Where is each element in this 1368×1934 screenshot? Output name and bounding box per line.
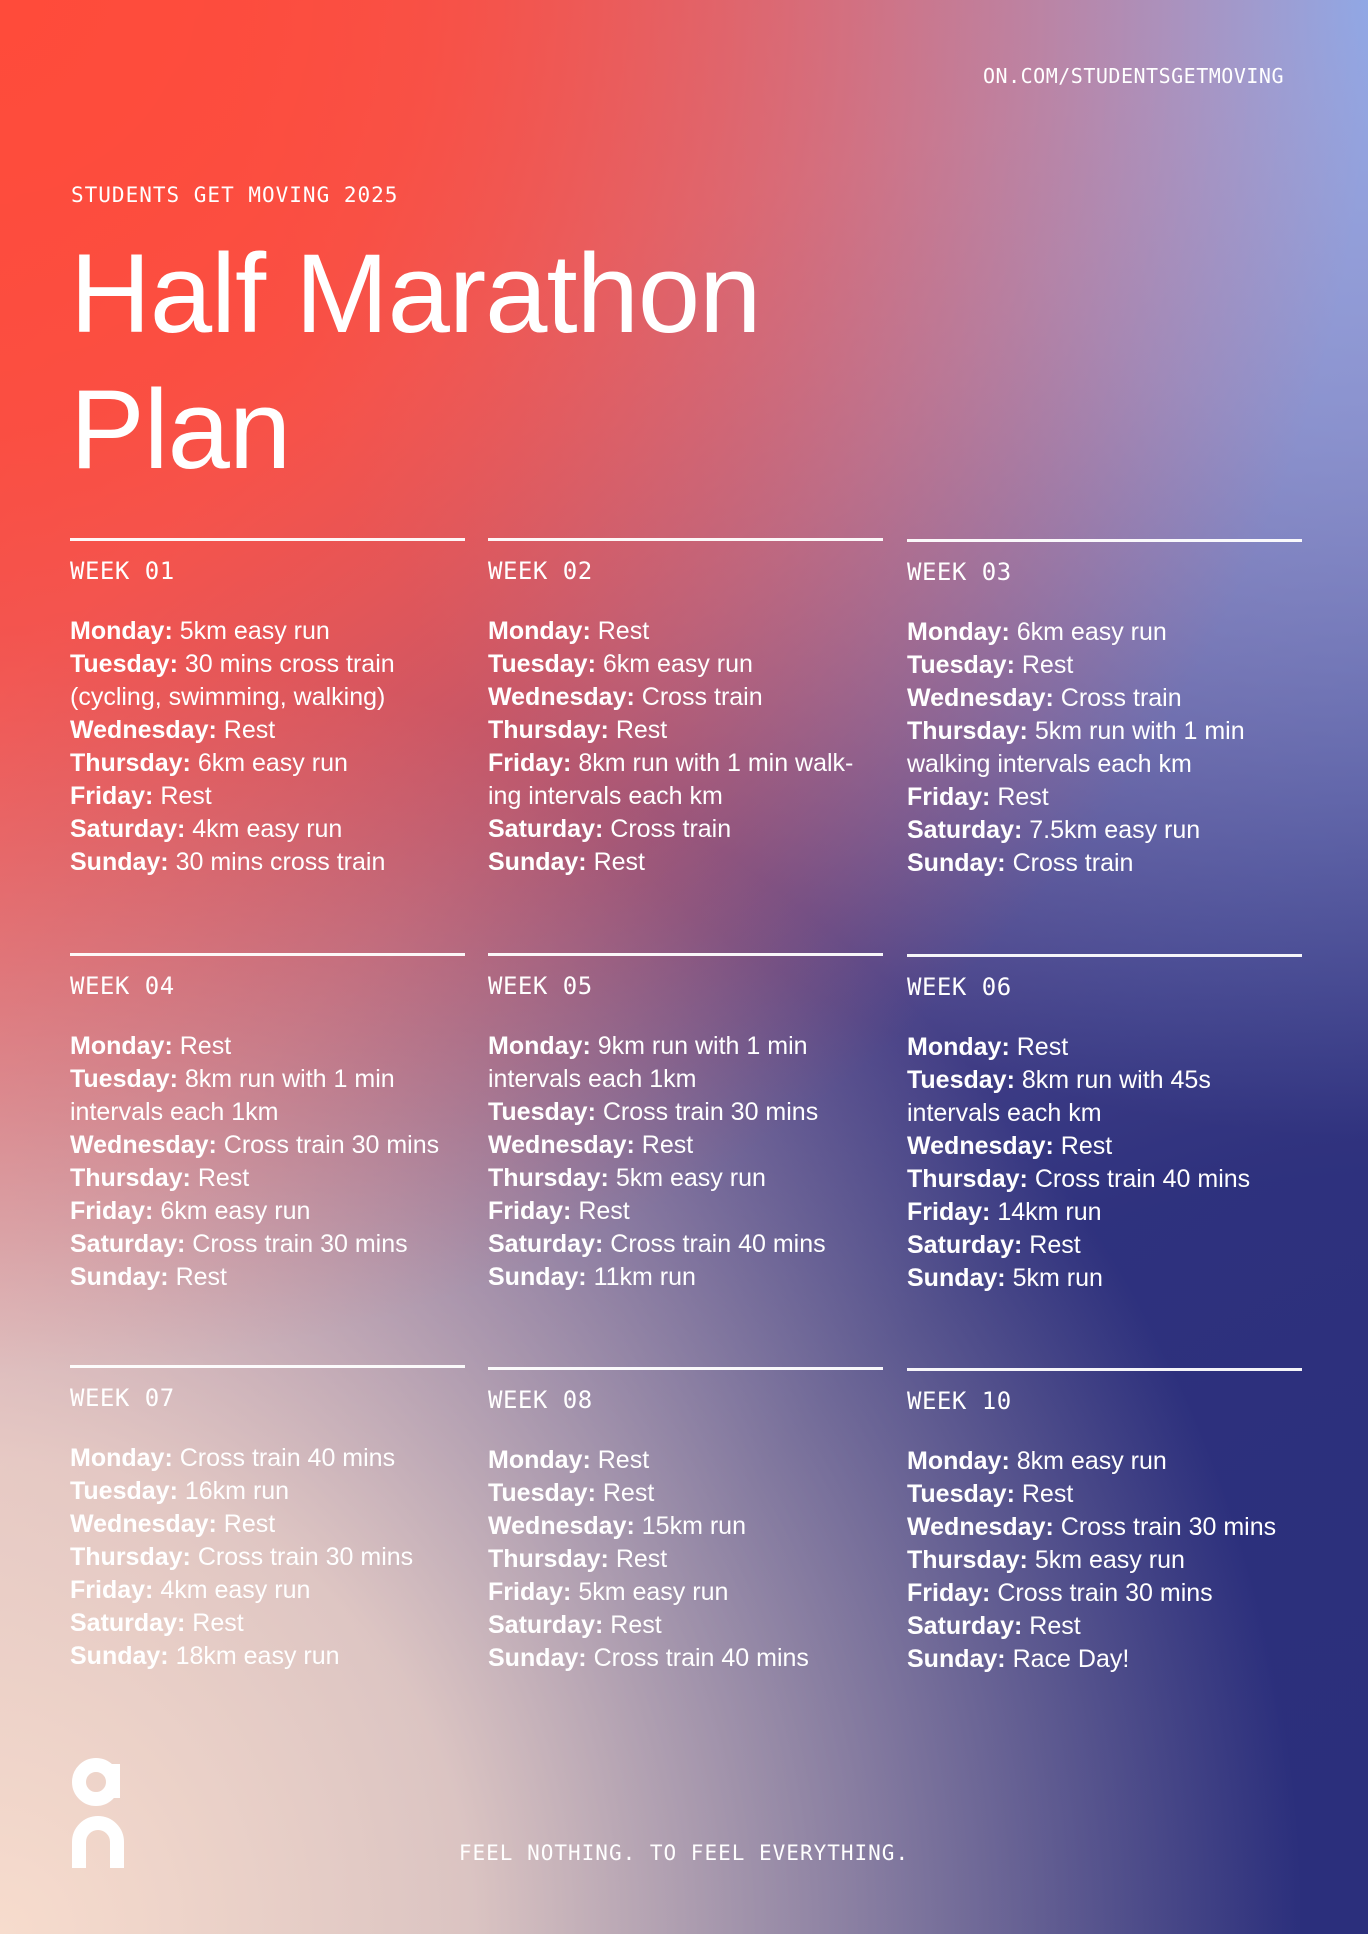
day-activity: 8km run with 1 min walk-ing intervals each km [488, 749, 854, 810]
day-name: Friday: [70, 782, 154, 810]
day-entry [70, 714, 465, 747]
day-name: Wednesday: [70, 1510, 217, 1538]
day-activity: 30 mins cross train (cycling, swimming, walking) [70, 650, 395, 711]
day-name: Tuesday: [907, 651, 1015, 679]
day-activity: Cross train 30 mins [197, 1543, 414, 1571]
day-activity: Rest [223, 1510, 276, 1538]
day-entry [907, 1130, 1302, 1163]
week-block [488, 538, 883, 879]
day-activity: 8km run with 45s intervals each km [907, 1066, 1211, 1127]
day-name: Friday: [488, 749, 572, 777]
day-entry [488, 615, 883, 648]
day-activity: 5km run with 1 min walking intervals each km [907, 717, 1245, 778]
day-activity: Rest [160, 782, 212, 810]
day-entry [488, 1261, 883, 1294]
day-name: Saturday: [488, 1230, 604, 1258]
day-activity: Race Day! [1012, 1645, 1130, 1673]
day-activity: 8km run with 1 min intervals each 1km [70, 1065, 395, 1126]
day-entry [907, 814, 1302, 847]
day-entry [70, 780, 465, 813]
day-activity: Cross train [610, 815, 732, 843]
day-entry [70, 1261, 465, 1294]
day-activity: Rest [597, 1446, 650, 1474]
day-name: Friday: [70, 1576, 154, 1604]
day-entry [488, 648, 883, 681]
day-activity: Cross train 40 mins [1034, 1165, 1251, 1193]
day-activity: 5km easy run [1034, 1546, 1185, 1574]
day-entry [488, 846, 883, 879]
day-entry [907, 1577, 1302, 1610]
day-activity: Cross train 30 mins [997, 1579, 1213, 1607]
day-activity: 5km easy run [578, 1578, 729, 1606]
day-name: Sunday: [70, 1263, 169, 1291]
day-activity: Cross train 40 mins [593, 1644, 809, 1672]
day-name: Friday: [488, 1578, 572, 1606]
day-name: Saturday: [70, 1609, 186, 1637]
day-activity: Rest [597, 617, 650, 645]
day-activity: Rest [615, 1545, 668, 1573]
week-block [70, 1365, 465, 1673]
week-label: WEEK 10 [907, 1387, 1012, 1415]
day-activity: 14km run [997, 1198, 1102, 1226]
day-entry [70, 1063, 465, 1129]
day-name: Saturday: [907, 816, 1023, 844]
day-name: Saturday: [907, 1612, 1023, 1640]
day-activity: Rest [578, 1197, 630, 1225]
day-name: Monday: [488, 1446, 591, 1474]
day-activity: Rest [641, 1131, 694, 1159]
day-entry [70, 1508, 465, 1541]
week-label: WEEK 03 [907, 558, 1012, 586]
day-entry [488, 681, 883, 714]
day-entry [488, 1195, 883, 1228]
day-activity: 11km run [593, 1263, 696, 1291]
day-entry [488, 1477, 883, 1510]
day-entry [488, 813, 883, 846]
day-name: Saturday: [70, 1230, 186, 1258]
day-activity: Rest [602, 1479, 655, 1507]
day-entry [488, 1228, 883, 1261]
day-name: Thursday: [907, 717, 1028, 745]
day-activity: Cross train 40 mins [610, 1230, 826, 1258]
day-entry [488, 1576, 883, 1609]
day-name: Monday: [70, 1032, 173, 1060]
day-entry [70, 1475, 465, 1508]
day-entry [70, 1162, 465, 1195]
day-activity: 5km run [1012, 1264, 1103, 1292]
week-label: WEEK 05 [488, 972, 593, 1000]
day-entry [70, 747, 465, 780]
day-activity: Rest [1060, 1132, 1113, 1160]
day-entry [70, 1541, 465, 1574]
day-activity: Rest [223, 716, 276, 744]
day-name: Monday: [907, 618, 1010, 646]
day-name: Wednesday: [488, 683, 635, 711]
day-name: Saturday: [907, 1231, 1023, 1259]
day-name: Friday: [907, 783, 991, 811]
day-activity: 5km easy run [179, 617, 330, 645]
title-line-2: Plan [70, 367, 291, 492]
day-entry [70, 1640, 465, 1673]
day-entry [488, 1129, 883, 1162]
week-label: WEEK 06 [907, 973, 1012, 1001]
day-name: Tuesday: [907, 1066, 1015, 1094]
day-entry [907, 1229, 1302, 1262]
week-label: WEEK 07 [70, 1384, 175, 1412]
day-name: Friday: [907, 1579, 991, 1607]
day-name: Tuesday: [70, 650, 178, 678]
day-activity: Cross train 40 mins [179, 1444, 396, 1472]
day-activity: 6km easy run [160, 1197, 311, 1225]
day-name: Saturday: [70, 815, 186, 843]
day-name: Thursday: [907, 1165, 1028, 1193]
week-block [907, 954, 1302, 1295]
day-activity: Rest [175, 1263, 227, 1291]
day-name: Sunday: [907, 1645, 1006, 1673]
day-activity: 15km run [641, 1512, 746, 1540]
day-name: Monday: [488, 1032, 591, 1060]
day-name: Monday: [70, 617, 173, 645]
day-entry [907, 682, 1302, 715]
campaign-kicker: STUDENTS GET MOVING 2025 [71, 183, 399, 207]
day-name: Tuesday: [488, 650, 596, 678]
day-name: Sunday: [70, 1642, 169, 1670]
day-name: Thursday: [70, 749, 191, 777]
day-entry [907, 1196, 1302, 1229]
week-block [907, 1368, 1302, 1676]
day-entry [907, 715, 1302, 781]
day-activity: 4km easy run [160, 1576, 311, 1604]
title-line-1: Half Marathon [70, 231, 761, 356]
day-name: Sunday: [907, 1264, 1006, 1292]
day-entry [907, 1544, 1302, 1577]
day-entry [70, 615, 465, 648]
day-entry [70, 1030, 465, 1063]
day-entry [907, 1262, 1302, 1295]
week-block [907, 539, 1302, 880]
day-entry [488, 1609, 883, 1642]
day-entry [907, 1031, 1302, 1064]
day-name: Wednesday: [70, 716, 217, 744]
day-entry [488, 1444, 883, 1477]
day-name: Friday: [488, 1197, 572, 1225]
day-name: Monday: [488, 617, 591, 645]
week-block [70, 538, 465, 879]
day-entry [488, 1162, 883, 1195]
day-entry [70, 1442, 465, 1475]
day-activity: Cross train [1060, 684, 1182, 712]
day-entry [488, 714, 883, 747]
day-name: Wednesday: [488, 1131, 635, 1159]
day-activity: Rest [192, 1609, 244, 1637]
day-name: Thursday: [488, 1545, 609, 1573]
day-name: Monday: [907, 1033, 1010, 1061]
tagline: FEEL NOTHING. TO FEEL EVERYTHING. [458, 1841, 910, 1865]
day-entry [907, 1643, 1302, 1676]
day-activity: Cross train [641, 683, 763, 711]
week-block [488, 1367, 883, 1675]
day-activity: Rest [997, 783, 1049, 811]
day-entry [70, 1129, 465, 1162]
day-name: Sunday: [488, 1644, 587, 1672]
day-name: Thursday: [907, 1546, 1028, 1574]
day-name: Tuesday: [907, 1480, 1015, 1508]
day-entry [907, 1478, 1302, 1511]
day-name: Tuesday: [70, 1065, 178, 1093]
day-entry [70, 1195, 465, 1228]
day-activity: 6km easy run [1016, 618, 1167, 646]
day-name: Tuesday: [488, 1479, 596, 1507]
day-name: Wednesday: [907, 1513, 1054, 1541]
day-entry [70, 846, 465, 879]
week-label: WEEK 01 [70, 557, 175, 585]
day-name: Sunday: [488, 1263, 587, 1291]
week-label: WEEK 04 [70, 972, 175, 1000]
day-activity: Rest [179, 1032, 232, 1060]
day-activity: Rest [610, 1611, 662, 1639]
day-name: Thursday: [488, 716, 609, 744]
day-activity: 6km easy run [197, 749, 348, 777]
week-label: WEEK 08 [488, 1386, 593, 1414]
day-name: Wednesday: [907, 684, 1054, 712]
day-activity: 8km easy run [1016, 1447, 1167, 1475]
day-entry [70, 1607, 465, 1640]
day-entry [488, 1543, 883, 1576]
day-name: Sunday: [70, 848, 169, 876]
day-activity: Rest [197, 1164, 250, 1192]
day-name: Friday: [70, 1197, 154, 1225]
day-entry [488, 1096, 883, 1129]
day-name: Thursday: [70, 1543, 191, 1571]
day-entry [907, 649, 1302, 682]
day-entry [70, 648, 465, 714]
day-name: Thursday: [488, 1164, 609, 1192]
day-name: Tuesday: [488, 1098, 596, 1126]
day-entry [70, 1574, 465, 1607]
day-entry [488, 1510, 883, 1543]
day-activity: 5km easy run [615, 1164, 766, 1192]
day-name: Sunday: [907, 849, 1006, 877]
week-block [70, 953, 465, 1294]
day-entry [907, 1163, 1302, 1196]
day-name: Saturday: [488, 815, 604, 843]
day-activity: Cross train 30 mins [223, 1131, 440, 1159]
day-name: Saturday: [488, 1611, 604, 1639]
day-name: Tuesday: [70, 1477, 178, 1505]
day-name: Thursday: [70, 1164, 191, 1192]
day-entry [907, 1445, 1302, 1478]
day-activity: Rest [1021, 651, 1074, 679]
day-activity: 4km easy run [192, 815, 343, 843]
day-entry [907, 847, 1302, 880]
day-activity: Rest [1029, 1612, 1081, 1640]
day-name: Monday: [907, 1447, 1010, 1475]
day-activity: 6km easy run [602, 650, 753, 678]
week-block [488, 953, 883, 1294]
day-activity: Cross train [1012, 849, 1134, 877]
day-activity: 18km easy run [175, 1642, 340, 1670]
day-entry [907, 1511, 1302, 1544]
day-entry [907, 1064, 1302, 1130]
day-name: Wednesday: [907, 1132, 1054, 1160]
day-name: Wednesday: [70, 1131, 217, 1159]
day-activity: Cross train 30 mins [602, 1098, 819, 1126]
day-activity: Rest [593, 848, 645, 876]
page-title [70, 226, 970, 498]
day-activity: Rest [1021, 1480, 1074, 1508]
website-url: ON.COM/STUDENTSGETMOVING [983, 64, 1284, 88]
day-activity: 30 mins cross train [175, 848, 386, 876]
day-name: Wednesday: [488, 1512, 635, 1540]
day-entry [488, 1030, 883, 1096]
week-label: WEEK 02 [488, 557, 593, 585]
day-activity: Cross train 30 mins [1060, 1513, 1277, 1541]
day-name: Sunday: [488, 848, 587, 876]
day-name: Monday: [70, 1444, 173, 1472]
day-activity: 9km run with 1 min intervals each 1km [488, 1032, 808, 1093]
day-activity: Rest [1016, 1033, 1069, 1061]
day-entry [70, 813, 465, 846]
day-activity: 7.5km easy run [1029, 816, 1201, 844]
day-entry [70, 1228, 465, 1261]
day-name: Friday: [907, 1198, 991, 1226]
day-activity: Rest [615, 716, 668, 744]
day-entry [907, 616, 1302, 649]
day-entry [488, 747, 883, 813]
day-entry [488, 1642, 883, 1675]
day-entry [907, 1610, 1302, 1643]
day-entry [907, 781, 1302, 814]
day-activity: 16km run [184, 1477, 290, 1505]
day-activity: Cross train 30 mins [192, 1230, 408, 1258]
day-activity: Rest [1029, 1231, 1081, 1259]
